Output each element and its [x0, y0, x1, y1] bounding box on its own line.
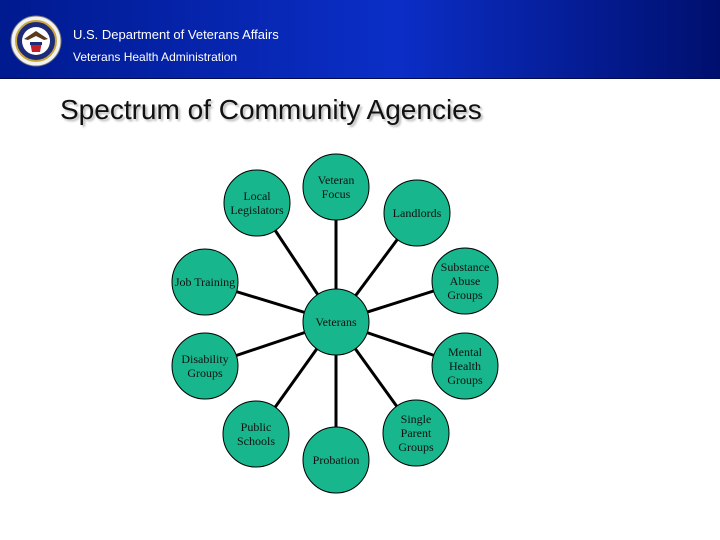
node-label-disability-groups: Groups [187, 366, 223, 380]
node-mental-health-groups [432, 333, 498, 399]
node-probation [303, 427, 369, 493]
node-label-disability-groups: Disability [181, 352, 229, 366]
node-label-local-legislators: Local [243, 189, 271, 203]
node-label-local-legislators: Legislators [230, 203, 284, 217]
node-label-job-training: Job Training [174, 275, 236, 289]
node-label-substance-abuse-groups: Substance [440, 260, 490, 274]
node-local-legislators [224, 170, 290, 236]
node-disability-groups [172, 333, 238, 399]
node-veteran-focus [303, 154, 369, 220]
node-label-substance-abuse-groups: Groups [447, 288, 483, 302]
node-veterans [303, 289, 369, 355]
node-label-mental-health-groups: Health [449, 359, 481, 373]
node-label-public-schools: Public [240, 420, 272, 434]
node-label-veteran-focus: Veteran [317, 173, 355, 187]
node-public-schools [223, 401, 289, 467]
node-label-mental-health-groups: Groups [447, 373, 483, 387]
node-label-single-parent-groups: Groups [398, 440, 434, 454]
node-landlords [384, 180, 450, 246]
node-label-single-parent-groups: Parent [400, 426, 432, 440]
node-label-substance-abuse-groups: Abuse [449, 274, 481, 288]
node-substance-abuse-groups [432, 248, 498, 314]
org-name: U.S. Department of Veterans Affairs [73, 27, 279, 42]
node-label-landlords: Landlords [392, 206, 442, 220]
node-label-veteran-focus: Focus [321, 187, 351, 201]
node-job-training [172, 249, 238, 315]
node-label-public-schools: Schools [236, 434, 276, 448]
node-single-parent-groups [383, 400, 449, 466]
node-label-mental-health-groups: Mental [448, 345, 482, 359]
node-label-single-parent-groups: Single [400, 412, 432, 426]
org-subtitle: Veterans Health Administration [73, 50, 238, 64]
slide-title: Spectrum of Community Agencies [60, 94, 482, 125]
node-label-probation: Probation [312, 453, 360, 467]
node-label-veterans: Veterans [315, 315, 357, 329]
